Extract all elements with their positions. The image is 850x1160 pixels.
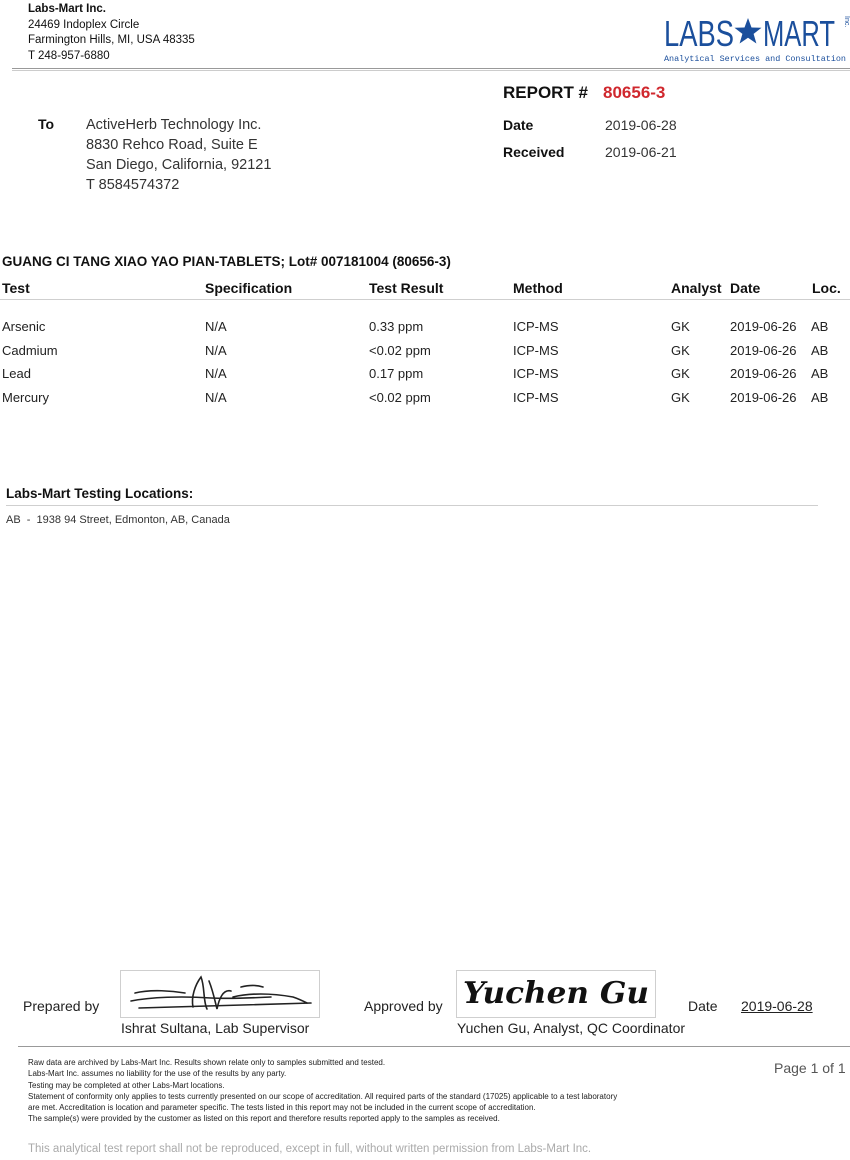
cell-analyst: GK <box>671 343 690 358</box>
testing-location-entry: AB - 1938 94 Street, Edmonton, AB, Canada <box>6 514 230 526</box>
report-date-label: Date <box>503 117 534 133</box>
header-divider <box>12 68 850 69</box>
cell-test: Cadmium <box>2 343 58 358</box>
cell-specification: N/A <box>205 343 227 358</box>
approved-by-label: Approved by <box>364 998 443 1014</box>
product-title: GUANG CI TANG XIAO YAO PIAN-TABLETS; Lot# 007181004 (80656-3) <box>2 254 451 269</box>
logo-inc: Inc. <box>843 16 850 28</box>
cell-test: Mercury <box>2 390 49 405</box>
cell-test-result: 0.33 ppm <box>369 319 424 334</box>
cell-method: ICP-MS <box>513 343 559 358</box>
prepared-signature-box <box>120 970 320 1018</box>
cell-test-result: <0.02 ppm <box>369 343 431 358</box>
cell-date: 2019-06-26 <box>730 366 797 381</box>
recipient-name: ActiveHerb Technology Inc. <box>86 117 262 133</box>
footer-note: Labs-Mart Inc. assumes no liability for the use of the results by any party. <box>28 1069 287 1079</box>
header-divider-secondary <box>12 70 850 71</box>
footer-notes <box>28 1057 618 1125</box>
cell-method: ICP-MS <box>513 366 559 381</box>
cell-date: 2019-06-26 <box>730 319 797 334</box>
cell-test: Lead <box>2 366 31 381</box>
cell-specification: N/A <box>205 319 227 334</box>
testing-locations-divider <box>6 505 818 506</box>
company-phone: T 248-957-6880 <box>28 49 110 62</box>
footer-note: Raw data are archived by Labs-Mart Inc. Results shown relate only to samples submitted and tested. <box>28 1058 386 1067</box>
cell-test-result: 0.17 ppm <box>369 366 424 381</box>
report-number: 80656-3 <box>603 83 666 102</box>
received-date: 2019-06-21 <box>605 144 677 160</box>
footer-note: The sample(s) were provided by the customer as listed on this report and therefore results reported apply to the samples as received. <box>28 1114 500 1124</box>
column-header-analyst: Analyst <box>671 280 722 296</box>
company-address-block <box>28 2 195 64</box>
company-name: Labs-Mart Inc. <box>28 3 106 15</box>
signature-date-label: Date <box>688 998 718 1014</box>
cell-date: 2019-06-26 <box>730 390 797 405</box>
cell-specification: N/A <box>205 390 227 405</box>
column-header-method: Method <box>513 280 563 296</box>
approved-by-name: Yuchen Gu, Analyst, QC Coordinator <box>457 1020 686 1036</box>
approved-signature-box <box>456 970 656 1018</box>
footer-note: Statement of conformity only applies to tests currently presented on our scope of accreditation. All required parts of the standard (17025) applicable to a test laboratory are met. Accreditation is location and parameter specific. The tests listed in this report may not be included in the current scope of accreditation. <box>28 1091 618 1113</box>
prepared-by-name: Ishrat Sultana, Lab Supervisor <box>121 1020 310 1036</box>
column-header-specification: Specification <box>205 280 293 296</box>
recipient-address-line2: San Diego, California, 92121 <box>86 157 272 173</box>
recipient-phone: T 8584574372 <box>86 177 180 193</box>
company-address-line1: 24469 Indoplex Circle <box>28 18 140 31</box>
prepared-signature-image <box>121 971 319 1017</box>
logo-text-right: MART <box>763 13 836 54</box>
cell-location: AB <box>811 343 829 358</box>
report-number-label: REPORT # <box>503 83 589 102</box>
column-header-test-result: Test Result <box>369 280 444 296</box>
cell-location: AB <box>811 319 829 334</box>
footer-note: Testing may be completed at other Labs-Mart locations. <box>28 1080 225 1090</box>
cell-analyst: GK <box>671 319 690 334</box>
received-date-label: Received <box>503 144 565 160</box>
page-number: Page 1 of 1 <box>774 1060 846 1076</box>
recipient-address-block <box>86 115 271 195</box>
cell-location: AB <box>811 366 829 381</box>
recipient-address-line1: 8830 Rehco Road, Suite E <box>86 137 258 153</box>
labs-mart-logo <box>662 10 848 66</box>
company-address-line2: Farmington Hills, MI, USA 48335 <box>28 34 195 46</box>
cell-test: Arsenic <box>2 319 46 334</box>
column-header-test: Test <box>2 280 30 296</box>
cell-date: 2019-06-26 <box>730 343 797 358</box>
report-date: 2019-06-28 <box>605 117 677 133</box>
star-icon <box>735 18 762 44</box>
reproduction-disclaimer: This analytical test report shall not be reproduced, except in full, without written permission from Labs-Mart Inc. <box>28 1143 592 1155</box>
cell-location: AB <box>811 390 829 405</box>
signature-date: 2019-06-28 <box>741 998 813 1014</box>
cell-method: ICP-MS <box>513 319 559 334</box>
approved-signature-text: Yuchen Gu <box>463 976 649 1011</box>
approved-signature-image <box>457 971 655 1017</box>
logo-text-left: LABS <box>664 13 734 54</box>
cell-test-result: <0.02 ppm <box>369 390 431 405</box>
column-header-date: Date <box>730 280 761 296</box>
footer-divider <box>18 1046 850 1047</box>
recipient-label: To <box>38 116 55 132</box>
testing-locations-title: Labs-Mart Testing Locations: <box>6 486 194 501</box>
table-header-divider <box>0 299 850 300</box>
cell-method: ICP-MS <box>513 390 559 405</box>
cell-analyst: GK <box>671 366 690 381</box>
cell-analyst: GK <box>671 390 690 405</box>
logo-tagline: Analytical Services and Consultation <box>664 55 841 64</box>
prepared-by-label: Prepared by <box>23 998 100 1014</box>
column-header-location: Loc. <box>812 280 841 296</box>
cell-specification: N/A <box>205 366 227 381</box>
